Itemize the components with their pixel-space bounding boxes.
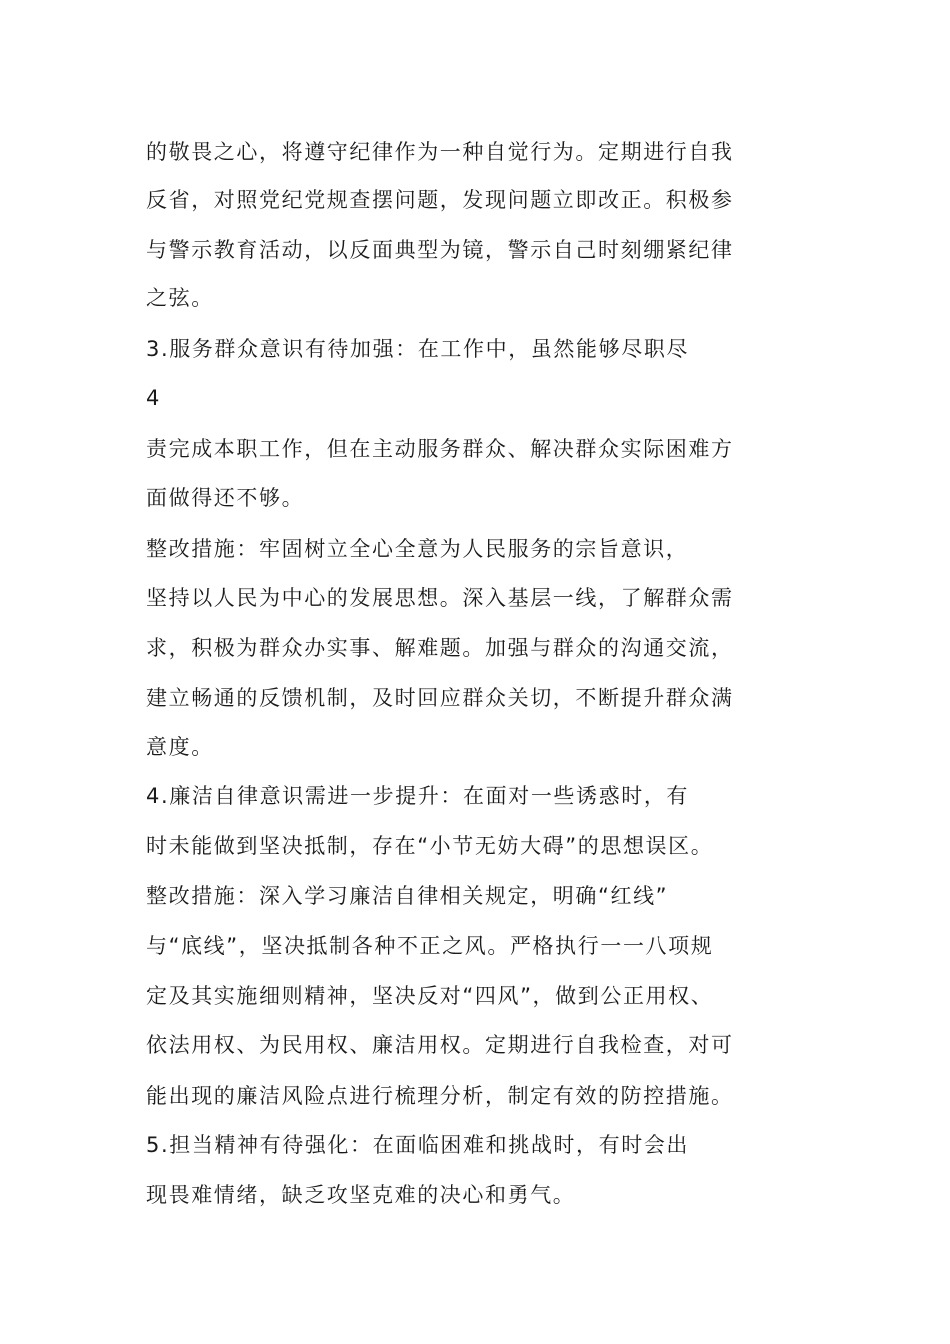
- text-line: 坚持以人民为中心的发展思想。深入基层一线，了解群众需: [146, 586, 734, 610]
- text-line: 反省，对照党纪党规查摆问题，发现问题立即改正。积极参: [146, 188, 734, 212]
- text-line: 建立畅通的反馈机制，及时回应群众关切，不断提升群众满: [146, 686, 734, 710]
- section-heading: 3.服务群众意识有待加强：在工作中，虽然能够尽职尽: [146, 337, 690, 361]
- text-line: 与警示教育活动，以反面典型为镜，警示自己时刻绷紧纪律: [146, 238, 734, 262]
- text-line: 求，积极为群众办实事、解难题。加强与群众的沟通交流，: [146, 636, 734, 660]
- text-line: 能出现的廉洁风险点进行梳理分析，制定有效的防控措施。: [146, 1084, 734, 1108]
- text-line: 整改措施：牢固树立全心全意为人民服务的宗旨意识，: [146, 537, 689, 561]
- text-line: 责完成本职工作，但在主动服务群众、解决群众实际困难方: [146, 437, 734, 461]
- page-number: 4: [146, 386, 161, 410]
- text-line: 之弦。: [146, 286, 214, 310]
- text-line: 整改措施：深入学习廉洁自律相关规定，明确“红线”: [146, 884, 669, 908]
- text-line: 的敬畏之心，将遵守纪律作为一种自觉行为。定期进行自我: [146, 140, 734, 164]
- text-line: 现畏难情绪，缺乏攻坚克难的决心和勇气。: [146, 1183, 576, 1207]
- text-line: 与“底线”，坚决抵制各种不正之风。严格执行一一八项规: [146, 934, 714, 958]
- section-heading: 5.担当精神有待强化：在面临困难和挑战时，有时会出: [146, 1133, 690, 1157]
- text-line: 依法用权、为民用权、廉洁用权。定期进行自我检查，对可: [146, 1033, 734, 1057]
- text-line: 面做得还不够。: [146, 486, 305, 510]
- text-line: 定及其实施细则精神，坚决反对“四风”，做到公正用权、: [146, 984, 714, 1008]
- section-heading: 4.廉洁自律意识需进一步提升：在面对一些诱惑时，有: [146, 784, 690, 808]
- text-line: 意度。: [146, 735, 214, 759]
- text-line: 时未能做到坚决抵制，存在“小节无妨大碍”的思想误区。: [146, 834, 714, 858]
